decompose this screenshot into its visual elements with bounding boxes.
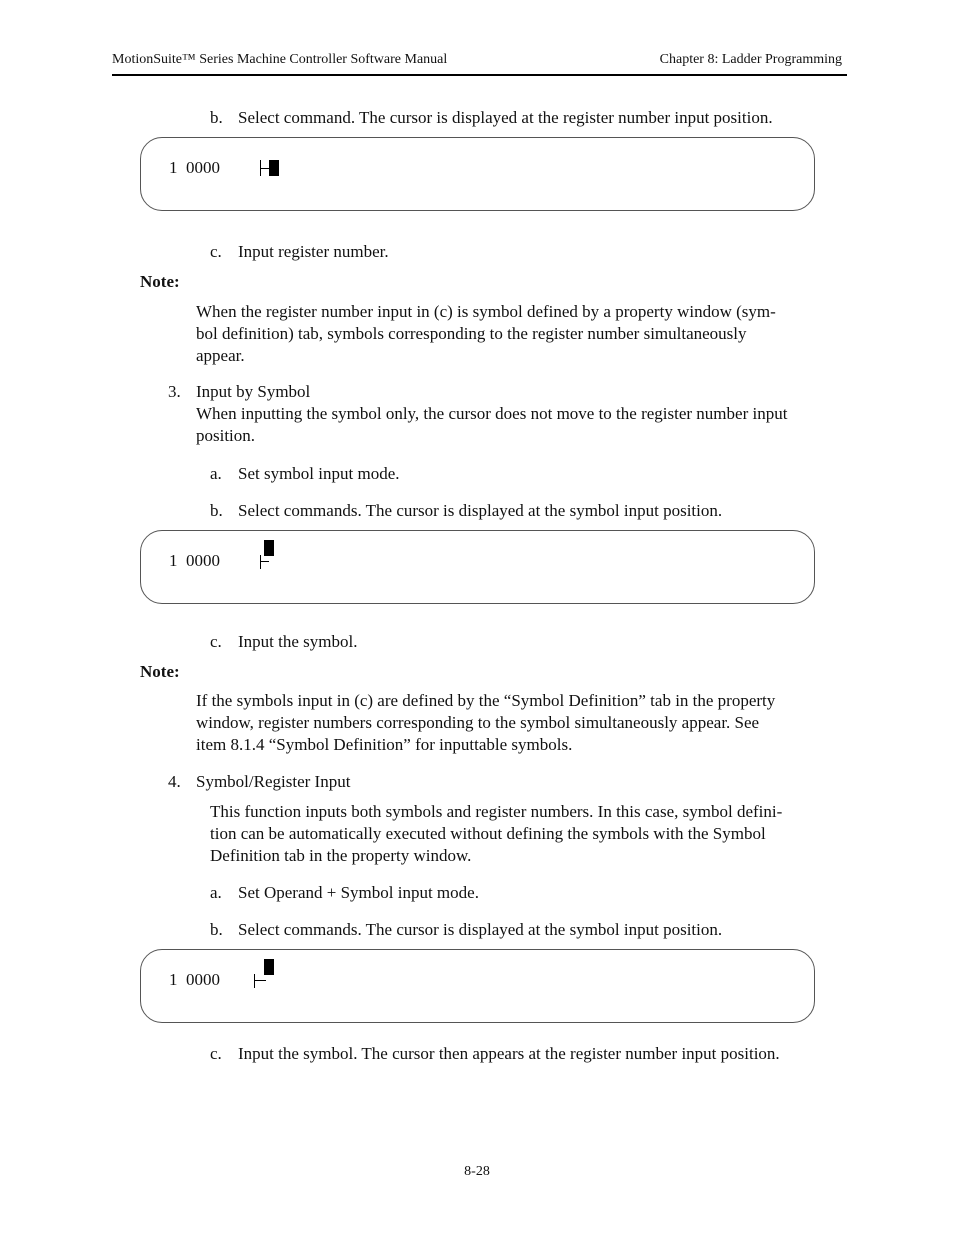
note-line: appear. [196,346,245,365]
step-label: b. [210,920,223,939]
section-number: 4. [168,772,181,791]
ladder-line-number: 1 0000 [169,970,220,989]
step-label: b. [210,501,223,520]
contact-left-bar [260,555,261,569]
page-number: 8-28 [464,1164,490,1179]
ladder-screen-1 [140,137,815,211]
section-line: This function inputs both symbols and register numbers. In this case, symbol defini- [210,802,783,821]
ladder-line-number: 1 0000 [169,551,220,570]
step-c2 [210,631,357,653]
step-text: Input the symbol. The cursor then appears at the register number input position. [238,1044,780,1063]
section-3 [168,381,310,403]
note-line: item 8.1.4 “Symbol Definition” for inputtable symbols. [196,735,573,754]
header-title: MotionSuite™ Series Machine Controller Software Manual [112,52,448,67]
ladder-screen-2 [140,530,815,604]
step-text: Select command. The cursor is displayed at the register number input position. [238,108,773,127]
step-c3 [210,1043,780,1065]
step-label: c. [210,632,222,651]
section-line: position. [196,426,256,445]
section-line: When inputting the symbol only, the cursor does not move to the register number input [196,404,788,423]
step-text: Input register number. [238,242,389,261]
section-line: Definition tab in the property window. [210,846,472,865]
text-cursor [269,160,279,176]
note-line: If the symbols input in (c) are defined by the “Symbol Definition” tab in the property [196,691,776,710]
step-text: Input the symbol. [238,632,358,651]
step-text: Select commands. The cursor is displayed at the symbol input position. [238,501,723,520]
ladder-screen-3 [140,949,815,1023]
header-chapter: Chapter 8: Ladder Programming [659,52,842,67]
note-line: window, register numbers corresponding to the symbol simultaneously appear. See [196,713,760,732]
step-label: c. [210,242,222,261]
section-title: Input by Symbol [196,382,311,401]
note-line: bol definition) tab, symbols corresponding to the register number simultaneously [196,324,747,343]
contact-stub [260,561,269,562]
step-text: Set Operand + Symbol input mode. [238,883,479,902]
contact-left-bar [254,974,255,988]
section-number: 3. [168,382,181,401]
step-label: a. [210,883,222,902]
step-a3 [210,882,479,904]
ladder-line-number: 1 0000 [169,158,220,177]
section-title: Symbol/Register Input [196,772,351,791]
step-b3 [210,919,722,941]
section-line: tion can be automatically executed without defining the symbols with the Symbol [210,824,766,843]
header-rule [112,74,847,76]
contact-stub [254,980,266,981]
step-b1 [210,107,773,129]
step-b2 [210,500,722,522]
step-label: a. [210,464,222,483]
step-a2 [210,463,400,485]
step-c1 [210,241,389,263]
note-title: Note: [140,662,180,681]
step-label: c. [210,1044,222,1063]
section-4 [168,771,350,793]
step-text: Set symbol input mode. [238,464,400,483]
step-label: b. [210,108,223,127]
note-line: When the register number input in (c) is symbol defined by a property window (sym- [196,302,776,321]
text-cursor [264,540,274,556]
note-title: Note: [140,272,180,291]
text-cursor [264,959,274,975]
step-text: Select commands. The cursor is displayed at the symbol input position. [238,920,723,939]
